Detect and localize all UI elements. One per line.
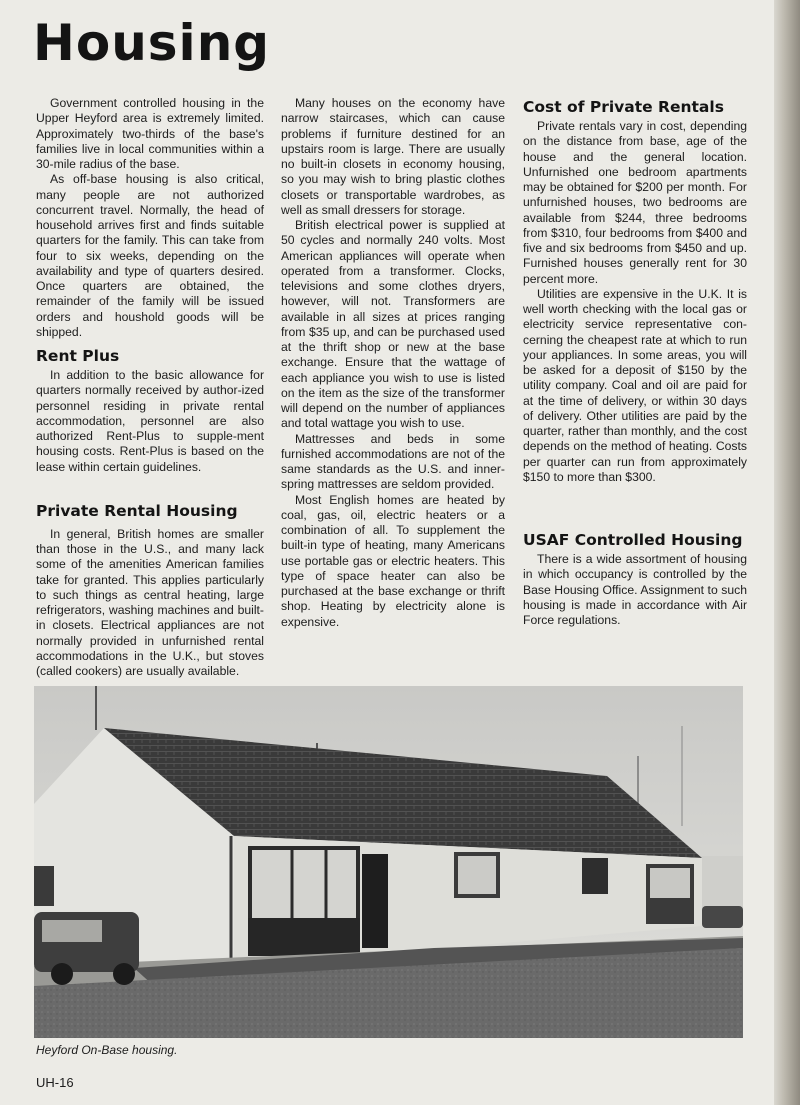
cost-paragraph-2: Utilities are expensive in the U.K. It is well worth checking with the local gas or electricity service representative con-cerning the cheapest rate at which to run your appliances. In some areas, you will be asked for a deposit of $150 by the utility company. Coal and oil are paid for at the time of delivery, or within 30 days of delivery. Other utilities are paid by the quarter, rather than monthly, and the cost depends on the method of heating. Costs per quarter can run from approximately $150 to more than $300.	[523, 286, 747, 484]
photo-caption: Heyford On-Base housing.	[36, 1043, 178, 1057]
rent-plus-paragraph: In addition to the basic allowance for quarters normally received by author-ized personnel residing in private rental accommodation, personnel are also authorized Rent-Plus to supple-ment housing costs. Rent-Plus is based on the lease within certain guidelines.	[36, 368, 264, 474]
cost-paragraph-1: Private rentals vary in cost, depending on the distance from base, age of the house and the general location. Unfurnished one bedroom apartments may be obtained for $200 per month. For unfurnished houses, two bedrooms are available from $244, three bedrooms from $310, four bedrooms from $400 and five and six bedrooms from $450 and up. Furnished houses generally rent for 30 percent more.	[523, 119, 747, 286]
private-rental-paragraph-3: British electrical power is supplied at 50 cycles and normally 240 volts. Most American appliances will operate when operated from a transformer. Clocks, televisions and some clothes dryers, however, will not. Transformers are available in all sizes at prices ranging from $35 up, and can be purchased used at the thrift shop or new at the base exchange. Ensure that the wattage of each appliance you wish to use is listed on the item as the size of the transformer will depend on the number of appliances and total wattage you wish to use.	[281, 218, 505, 431]
column-2	[281, 96, 505, 630]
housing-photo	[34, 686, 743, 1038]
usaf-heading: USAF Controlled Housing	[523, 531, 743, 549]
column-3	[523, 98, 747, 628]
private-rental-paragraph-2: Many houses on the economy have narrow staircases, which can cause problems if furniture destined for an upstairs room is large. There are usually no built-in closets in economy housing, so you may wish to bring plastic clothes closets or transportable wardrobes, as well as small dressers for storage.	[281, 96, 505, 217]
intro-paragraph-1: Government controlled housing in the Upper Heyford area is extremely limited. Approximately two-thirds of the base's families live in local communities within a 30-mile radius of the base.	[36, 96, 264, 171]
column-1	[36, 96, 264, 679]
usaf-paragraph: There is a wide assortment of housing in which occupancy is controlled by the Base Housing Office. Assignment to such housing is made in accordance with Air Force regulations.	[523, 552, 747, 627]
intro-paragraph-2: As off-base housing is also critical, many people are not authorized concurrent travel. Normally, the head of household arrives first and finds suitable quarters for the family. This can take from four to six weeks, depending on the availability and type of quarters desired. Once quarters are obtained, the remainder of the family will be issued orders and houshold goods will be shipped.	[36, 172, 264, 339]
private-rental-paragraph-4: Mattresses and beds in some furnished accommodations are not of the same standards as the U.S. and inner-spring mattresses are seldom provided.	[281, 431, 505, 492]
page-number: UH-16	[36, 1075, 74, 1090]
bungalow-illustration	[34, 686, 743, 1038]
private-rental-heading: Private Rental Housing	[36, 501, 238, 520]
page-title: Housing	[33, 14, 271, 72]
cost-heading: Cost of Private Rentals	[523, 98, 724, 116]
private-rental-paragraph-5: Most English homes are heated by coal, gas, oil, electric heaters or a combination of all. To supplement the built-in type of heating, many Americans use portable gas or electric heaters. This type of space heater can also be purchased at the base exchange or thrift shop. Heating by electricity alone is expensive.	[281, 492, 505, 629]
page-edge	[774, 0, 800, 1105]
private-rental-paragraph-1: In general, British homes are smaller than those in the U.S., and many lack some of the amenities American families take for granted. This applies particularly to such things as central heating, large refrigerators, washing machines and built-in closets. Electrical appliances are not normally provided in unfurnished rental accommodations in the U.K., but stoves (called cookers) are usually available.	[36, 526, 264, 678]
rent-plus-heading: Rent Plus	[36, 347, 120, 365]
